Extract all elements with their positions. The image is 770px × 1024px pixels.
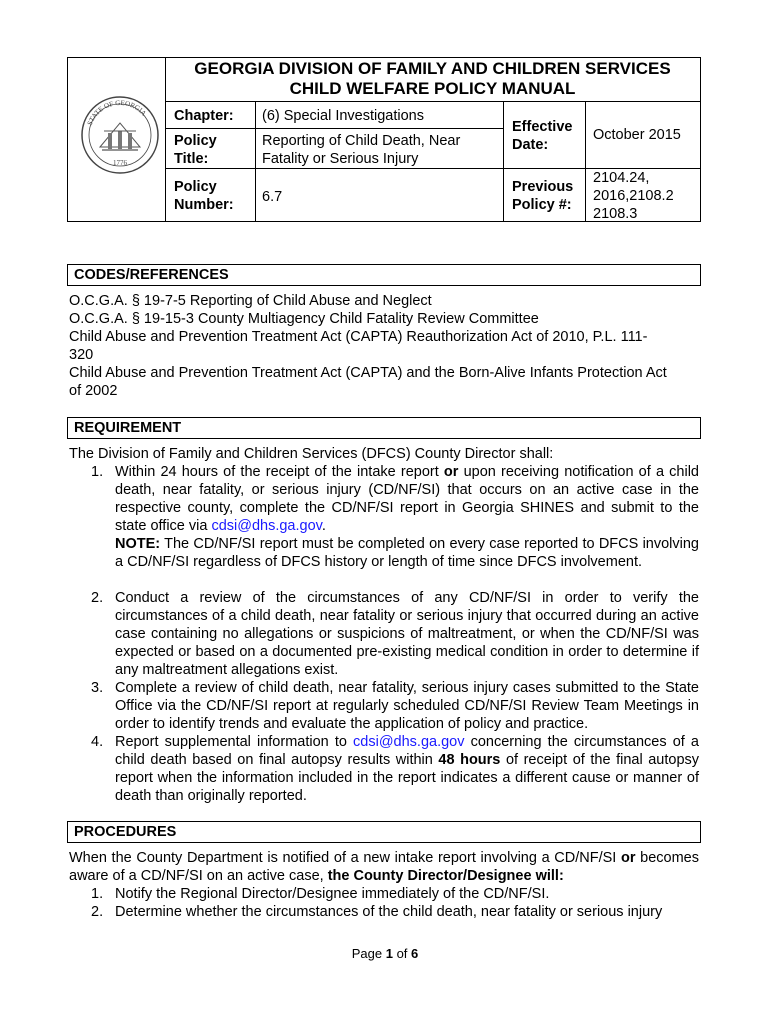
manual-title (165, 59, 700, 99)
intro-text: becomes aware of a CD/NF/SI on an active case, (69, 850, 699, 884)
previous-policy-label (512, 178, 573, 214)
requirement-item-3 (91, 679, 699, 733)
list-number: 3. (91, 680, 104, 696)
item-text: Notify the Regional Director/Designee immediately of the CD/NF/SI. (115, 886, 550, 902)
requirement-item-4 (91, 733, 699, 805)
divider (255, 101, 256, 222)
cdsi-email-link[interactable]: cdsi@dhs.ga.gov (353, 734, 465, 750)
label-line: Policy #: (512, 197, 572, 213)
note-label: NOTE: (115, 536, 161, 552)
value-line: 2016,2108.2 (593, 188, 674, 204)
reference-line: O.C.G.A. § 19-7-5 Reporting of Child Abuse and Neglect (69, 293, 432, 309)
policy-title-value (262, 132, 460, 168)
value-line: Reporting of Child Death, Near (262, 133, 461, 149)
emphasis-or: or (620, 850, 636, 866)
emphasis-48-hours: 48 hours (438, 752, 501, 768)
item-text: Within 24 hours of the receipt of the intake report (115, 464, 444, 480)
procedures-intro (69, 849, 699, 885)
of-word: of (392, 946, 412, 961)
page-word: Page (351, 946, 386, 961)
value-line: 2108.3 (593, 206, 638, 222)
policy-number-value: 6.7 (262, 189, 283, 205)
reference-line: O.C.G.A. § 19-15-3 County Multiagency Child Fatality Review Committee (69, 311, 539, 327)
page-footer (0, 946, 770, 961)
label-line: Title: (174, 151, 209, 167)
divider (165, 101, 701, 102)
list-number: 2. (91, 590, 104, 606)
reference-line: Child Abuse and Prevention Treatment Act (CAPTA) and the Born-Alive Infants Protection Act (69, 365, 667, 381)
agency-title: GEORGIA DIVISION OF FAMILY AND CHILDREN SERVICES (194, 59, 671, 78)
list-number: 2. (91, 904, 104, 920)
label-line: Policy (174, 133, 217, 149)
item-text: upon receiving notification of a child death, near fatality, or serious injury (CD/NF/SI) that occurs on an active case in the respective county, complete the CD/NF/SI report in Georgia SHINES and submit to the state office via (115, 464, 699, 534)
procedure-item-2 (91, 903, 699, 921)
emphasis-or: or (443, 464, 459, 480)
chapter-label: Chapter: (174, 108, 234, 124)
list-number: 1. (91, 464, 104, 480)
previous-policy-value (593, 169, 674, 223)
effective-date-label (512, 118, 572, 154)
requirement-heading: REQUIREMENT (67, 417, 701, 439)
divider (165, 128, 503, 129)
item-text: concerning the circumstances of a child death based on final autopsy results within (115, 734, 699, 768)
reference-line: 320 (69, 347, 94, 363)
divider (503, 101, 504, 222)
procedure-item-1 (91, 885, 699, 903)
seal-year: 1776 (113, 159, 127, 167)
item-text: . (321, 518, 326, 534)
requirement-intro: The Division of Family and Children Services (DFCS) County Director shall: (69, 446, 554, 462)
value-line: 2104.24, (593, 170, 650, 186)
item-text: Report supplemental information to (115, 734, 354, 750)
label-line: Number: (174, 197, 234, 213)
codes-references-heading: CODES/REFERENCES (67, 264, 701, 286)
list-number: 4. (91, 734, 104, 750)
label-line: Previous (512, 179, 574, 195)
manual-name: CHILD WELFARE POLICY MANUAL (289, 79, 576, 98)
georgia-state-seal (80, 95, 160, 175)
requirement-item-1 (91, 463, 699, 571)
divider (585, 101, 586, 222)
seal-text: STATE OF GEORGIA (85, 98, 148, 127)
label-line: Date: (512, 137, 549, 153)
reference-line: Child Abuse and Prevention Treatment Act (CAPTA) Reauthorization Act of 2010, P.L. 111- (69, 329, 648, 345)
reference-line: of 2002 (69, 383, 118, 399)
policy-number-label (174, 178, 234, 214)
emphasis-county-director: the County Director/Designee will: (327, 868, 564, 884)
value-line: Fatality or Serious Injury (262, 151, 419, 167)
item-text: Determine whether the circumstances of the child death, near fatality or serious injury (115, 904, 663, 920)
item-text: of receipt of the final autopsy report when the information included in the report indicates a different cause or manner of death than originally reported. (115, 752, 700, 804)
page-total: 6 (411, 946, 419, 961)
note-text: The CD/NF/SI report must be completed on every case reported to DFCS involving a CD/NF/SI regardless of DFCS history or length of time since DFCS involvement. (115, 536, 699, 570)
label-line: Policy (174, 179, 217, 195)
item-text: Complete a review of child death, near fatality, serious injury cases submitted to the State Office via the CD/NF/SI report at regularly scheduled CD/NF/SI Review Team Meetings in order to identify trends and evaluate the application of policy and practice. (115, 680, 699, 732)
cdsi-email-link[interactable]: cdsi@dhs.ga.gov (211, 518, 322, 534)
label-line: Effective (512, 119, 573, 135)
effective-date-value: October 2015 (593, 127, 681, 143)
procedures-heading: PROCEDURES (67, 821, 701, 843)
page-number: 1 (385, 946, 393, 961)
chapter-value: (6) Special Investigations (262, 108, 424, 124)
policy-title-label (174, 132, 217, 168)
divider (165, 57, 166, 222)
list-number: 1. (91, 886, 104, 902)
item-text: Conduct a review of the circumstances of any CD/NF/SI in order to verify the circumstances of a child death, near fatality or serious injury that occurred during an active case containing no allegations or suspicions of maltreatment, or when the CD/NF/SI was expected or based on a documented pre-existing medical condition in order to determine if any maltreatment allegations exist. (115, 590, 699, 678)
codes-references-list (69, 292, 699, 400)
requirement-item-2 (91, 589, 699, 679)
intro-text: When the County Department is notified of a new intake report involving a CD/NF/SI (69, 850, 621, 866)
